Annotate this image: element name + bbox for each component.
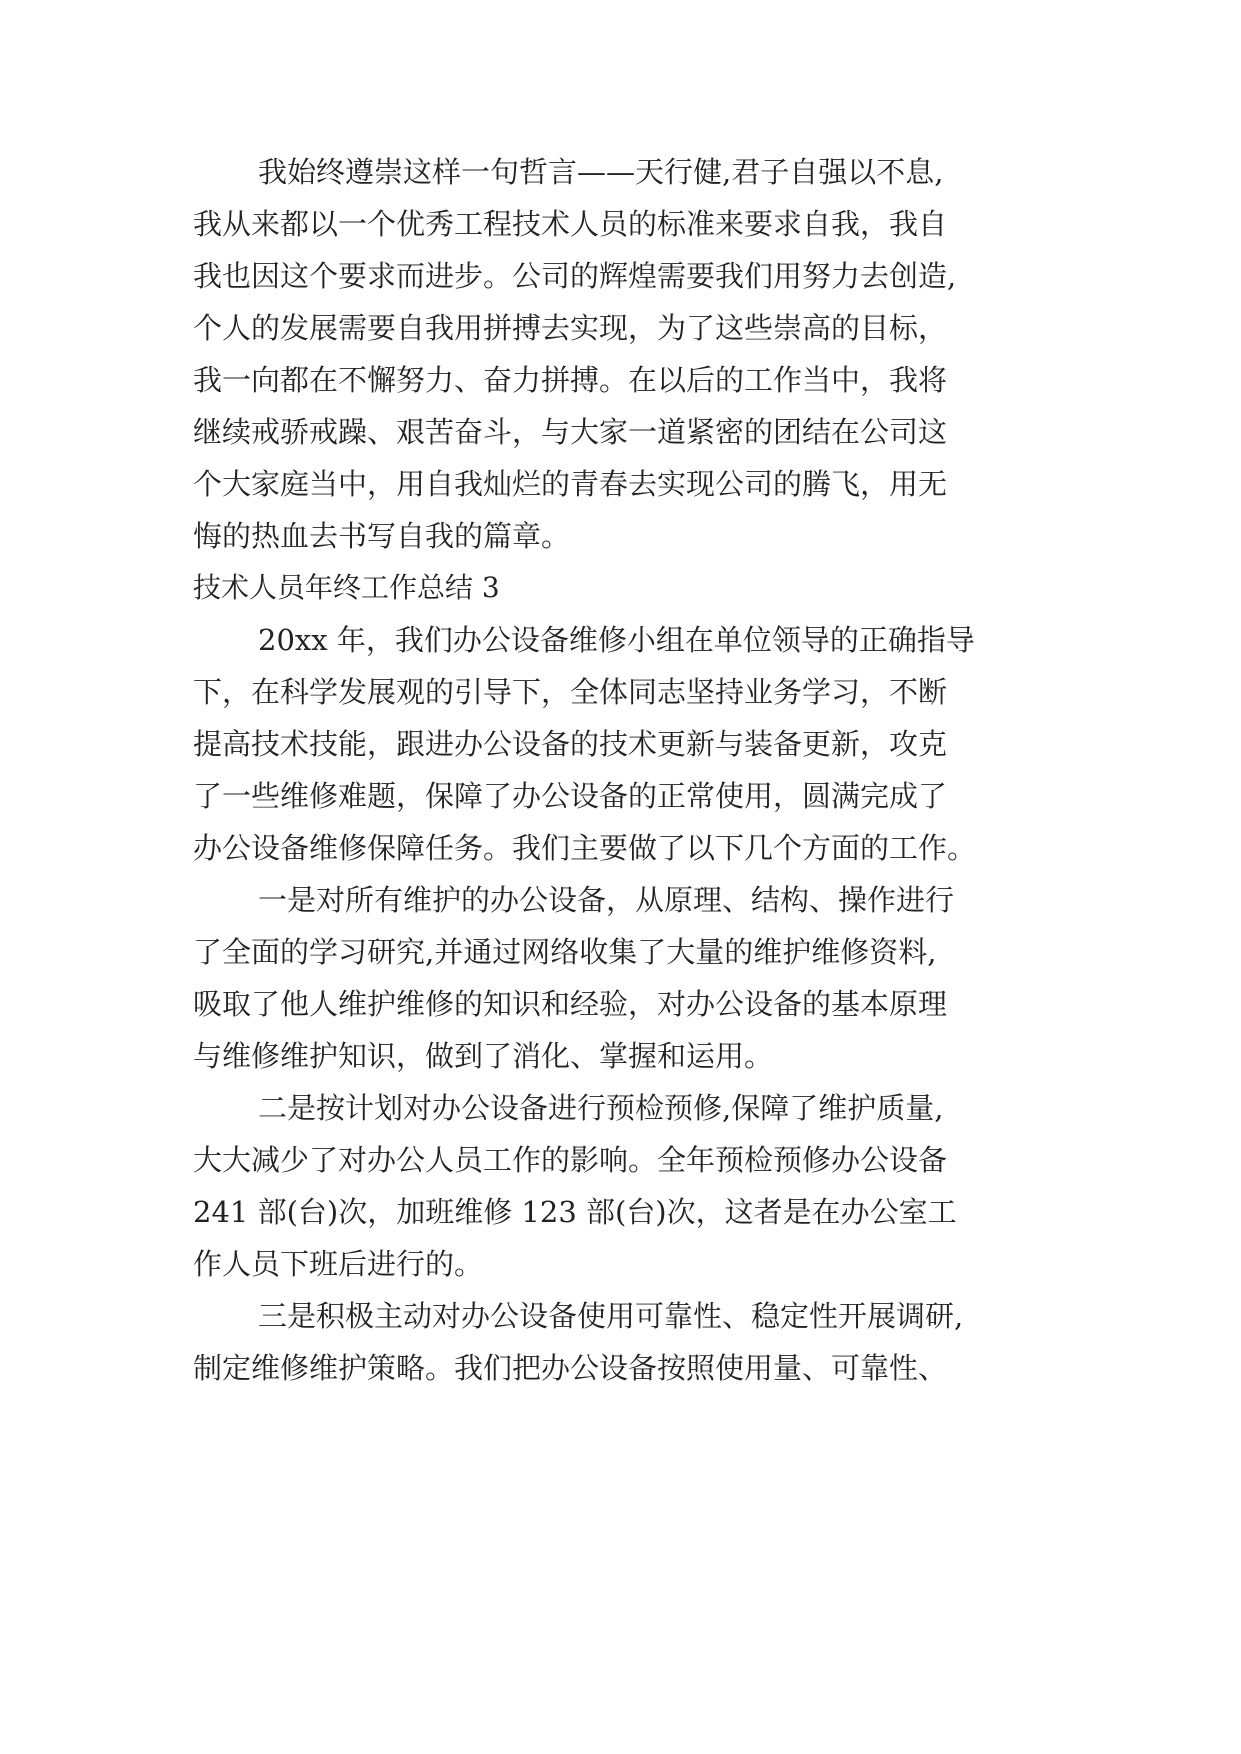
paragraph-line: 继续戒骄戒躁、艰苦奋斗，与大家一道紧密的团结在公司这 [193, 415, 948, 449]
paragraph-line: 大大减少了对办公人员工作的影响。全年预检预修办公设备 [193, 1143, 948, 1177]
paragraph-line: 二是按计划对办公设备进行预检预修,保障了维护质量, [258, 1091, 944, 1125]
paragraph-line: 三是积极主动对办公设备使用可靠性、稳定性开展调研, [258, 1299, 964, 1333]
paragraph-line: 了一些维修难题，保障了办公设备的正常使用，圆满完成了 [193, 779, 948, 813]
paragraph-line: 241 部(台)次，加班维修 123 部(台)次，这者是在办公室工 [193, 1195, 957, 1229]
paragraph-line: 我始终遵崇这样一句哲言——天行健,君子自强以不息, [258, 155, 944, 189]
paragraph-line: 我从来都以一个优秀工程技术人员的标准来要求自我，我自 [193, 207, 948, 241]
paragraph-line: 吸取了他人维护维修的知识和经验，对办公设备的基本原理 [193, 987, 948, 1021]
section-heading: 技术人员年终工作总结 3 [193, 571, 500, 604]
paragraph-line: 我一向都在不懈努力、奋力拼搏。在以后的工作当中，我将 [193, 363, 948, 397]
paragraph-line: 我也因这个要求而进步。公司的辉煌需要我们用努力去创造, [193, 259, 957, 293]
paragraph-line: 办公设备维修保障任务。我们主要做了以下几个方面的工作。 [193, 831, 977, 865]
paragraph-line: 了全面的学习研究,并通过网络收集了大量的维护维修资料, [193, 935, 937, 969]
paragraph-line: 个人的发展需要自我用拼搏去实现，为了这些崇高的目标， [193, 311, 948, 345]
paragraph-line: 个大家庭当中，用自我灿烂的青春去实现公司的腾飞，用无 [193, 467, 948, 501]
paragraph-line: 一是对所有维护的办公设备，从原理、结构、操作进行 [258, 883, 955, 917]
paragraph-line: 悔的热血去书写自我的篇章。 [193, 519, 571, 553]
paragraph-line: 下，在科学发展观的引导下，全体同志坚持业务学习，不断 [193, 675, 948, 709]
paragraph-line: 提高技术技能，跟进办公设备的技术更新与装备更新，攻克 [193, 727, 948, 761]
paragraph-line: 与维修维护知识，做到了消化、掌握和运用。 [193, 1039, 774, 1073]
paragraph-line: 20xx 年，我们办公设备维修小组在单位领导的正确指导 [258, 623, 975, 657]
paragraph-line: 制定维修维护策略。我们把办公设备按照使用量、可靠性、 [193, 1351, 948, 1385]
paragraph-line: 作人员下班后进行的。 [193, 1247, 484, 1281]
